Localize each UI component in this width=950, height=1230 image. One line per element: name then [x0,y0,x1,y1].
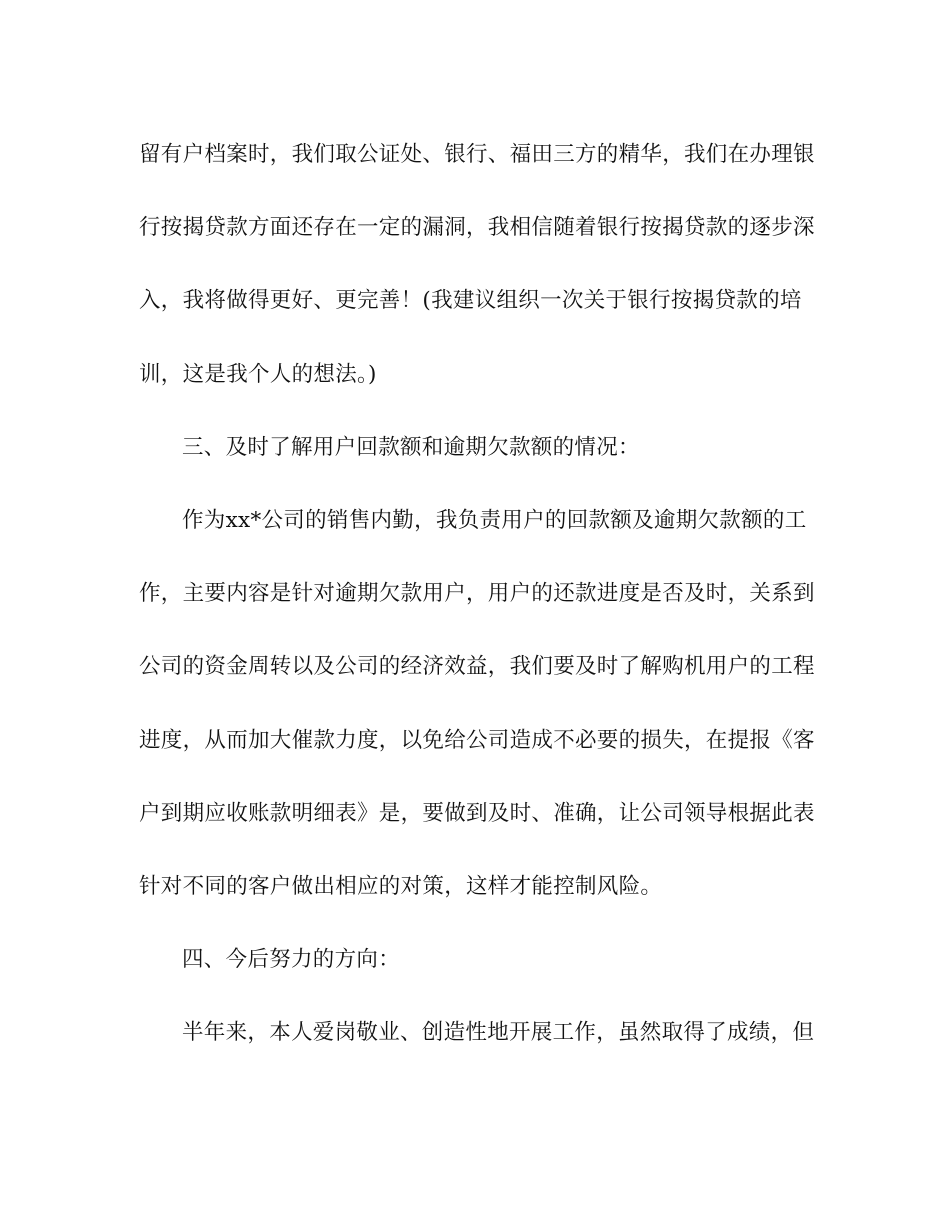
body-line: 作，主要内容是针对逾期欠款用户，用户的还款进度是否及时，关系到 [139,581,815,607]
body-line: 行按揭贷款方面还存在一定的漏洞，我相信随着银行按揭贷款的逐步深 [139,215,815,241]
body-line: 入，我将做得更好、更完善！(我建议组织一次关于银行按揭贷款的培 [139,288,802,314]
body-line: 公司的资金周转以及公司的经济效益，我们要及时了解购机用户的工程 [139,654,815,680]
section-heading-4: 四、今后努力的方向： [182,947,401,973]
body-line: 半年来，本人爱岗敬业、创造性地开展工作，虽然取得了成绩，但 [182,1020,815,1046]
document-body [139,132,819,1083]
body-line: 进度，从而加大催款力度，以免给公司造成不必要的损失，在提报《客 [139,727,815,753]
body-line: 留有户档案时，我们取公证处、银行、福田三方的精华，我们在办理银 [139,142,815,167]
body-line: 作为xx*公司的销售内勤，我负责用户的回款额及逾期欠款额的工 [182,507,807,533]
body-line: 针对不同的客户做出相应的对策，这样才能控制风险。 [139,873,663,899]
section-heading-3: 三、及时了解用户回款额和逾期欠款额的情况： [182,434,640,460]
body-line: 户到期应收账款明细表》是，要做到及时、准确，让公司领导根据此表 [139,800,815,826]
body-line: 训，这是我个人的想法。) [139,361,377,387]
